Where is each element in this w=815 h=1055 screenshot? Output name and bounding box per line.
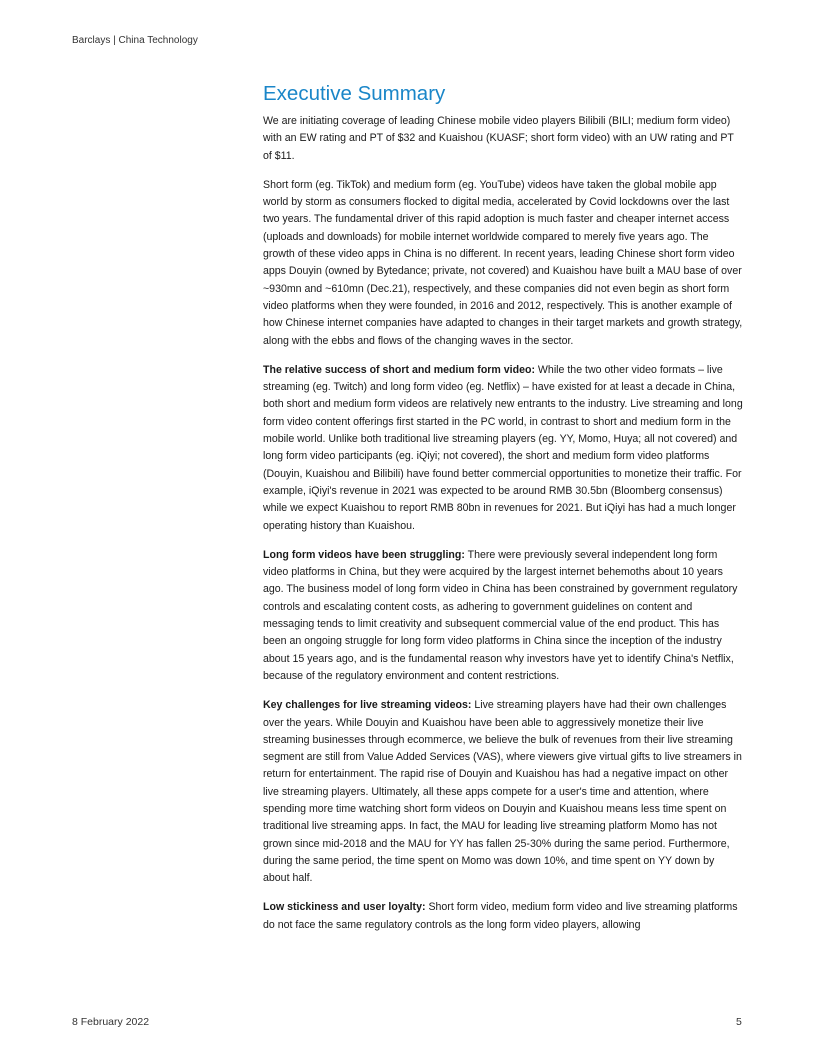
- paragraph-lead: The relative success of short and medium form video:: [263, 363, 535, 376]
- paragraph-lead: Key challenges for live streaming videos:: [263, 699, 472, 712]
- paragraph: [263, 362, 743, 535]
- section-title: Executive Summary: [263, 82, 446, 105]
- main-content: [263, 80, 743, 946]
- paragraph: [263, 113, 743, 165]
- paragraph: [263, 899, 743, 934]
- paragraph-text: While the two other video formats – live streaming (eg. Twitch) and long form video (eg. Netflix) – have existed for at least a decade in China, both short and medium form videos are relatively new entrants to the industry. Live streaming and long form video content offerings first started in the PC world, in contrast to short and medium form in the mobile world. Unlike both traditional live streaming players (eg. YY, Momo, Huya; all not covered) and long form video participants (eg. iQiyi; not covered), the short and medium form video platforms (Douyin, Kuaishou and Bilibili) have found better commercial opportunities to monetize their traffic. For example, iQiyi's revenue in 2021 was expected to be around RMB 30.5bn (Bloomberg consensus) while we expect Kuaishou to report RMB 80bn in revenues for 2021. But iQiyi has had a much longer operating history than Kuaishou.: [263, 363, 743, 532]
- paragraph: [263, 697, 743, 887]
- footer-date: 8 February 2022: [72, 1016, 150, 1028]
- paragraph-text: There were previously several independent long form video platforms in China, but they were acquired by the largest internet behemoths about 10 years ago. The business model of long form video in China has been constrained by government regulatory controls and escalating content costs, as adhering to government guidelines on content and messaging tends to limit creativity and subsequent commercial value of the end product. This has been an ongoing struggle for long form video platforms in China since the inception of the industry about 15 years ago, and is the fundamental reason why investors have yet to identify China's Netflix, because of the regulatory environment and content restrictions.: [263, 548, 738, 682]
- paragraph-lead: Long form videos have been struggling:: [263, 548, 465, 561]
- paragraph-lead: Low stickiness and user loyalty:: [263, 901, 426, 914]
- paragraph: [263, 547, 743, 685]
- paragraph-text: Short form video, medium form video and live streaming platforms do not face the same regulatory controls as the long form video players, allowing: [263, 901, 738, 931]
- running-header: Barclays | China Technology: [72, 35, 198, 46]
- paragraph-text: We are initiating coverage of leading Chinese mobile video players Bilibili (BILI; medium form video) with an EW rating and PT of $32 and Kuaishou (KUASF; short form video) with an UW rating and PT of $11.: [263, 115, 734, 162]
- paragraph-text: Short form (eg. TikTok) and medium form (eg. YouTube) videos have taken the global mobile app world by storm as consumers flocked to digital media, accelerated by Covid lockdowns over the last two years. The fundamental driver of this rapid adoption is much faster and cheaper internet access (uploads and downloads) for mobile internet worldwide compared to merely five years ago. The growth of these video apps in China is no different. In recent years, leading Chinese short form video apps Douyin (owned by Bytedance; private, not covered) and Kuaishou have built a MAU base of over ~930mn and ~610mn (Dec.21), respectively, and these companies did not even begin as short form video platforms when they were founded, in 2016 and 2012, respectively. This is another example of how Chinese internet companies have adapted to changes in their target markets and growth strategy, along with the ebbs and flows of the changing waves in the sector.: [263, 178, 743, 347]
- paragraph-text: Live streaming players have had their own challenges over the years. While Douyin and Kuaishou have been able to aggressively monetize their live streaming businesses through ecommerce, we believe the bulk of revenues from their live streaming segment are still from Value Added Services (VAS), where viewers give virtual gifts to live streamers in return for entertainment. The rapid rise of Douyin and Kuaishou has had a negative impact on other live streaming players. Ultimately, all these apps compete for a user's time and attention, where spending more time watching short form videos on Douyin and Kuaishou means less time spent on traditional live streaming apps. In fact, the MAU for leading live streaming platform Momo has not grown since mid-2018 and the MAU for YY has fallen 25-30% during the same period. Furthermore, during the same period, the time spent on Momo was down 10%, and time spent on YY down by about half.: [263, 699, 742, 885]
- paragraph: [263, 177, 743, 350]
- page-number: 5: [736, 1016, 742, 1028]
